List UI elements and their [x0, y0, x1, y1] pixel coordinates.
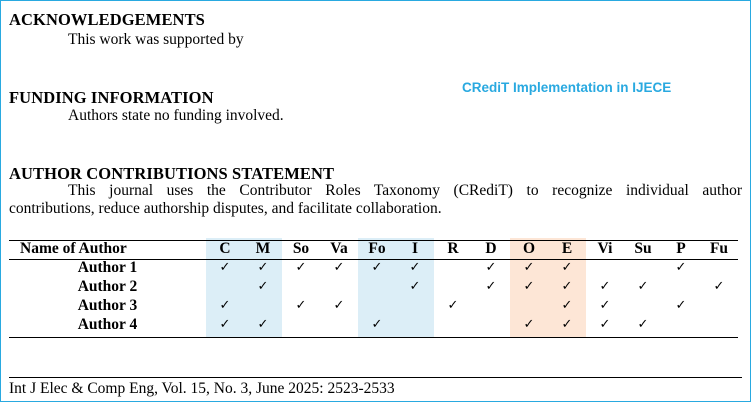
checkmark-icon: ✓	[561, 279, 573, 294]
footer-citation: Int J Elec & Comp Eng, Vol. 15, No. 3, June 2025: 2523-2533	[9, 380, 395, 397]
table-row	[9, 296, 738, 315]
checkmark-icon: ✓	[713, 279, 725, 294]
contribution-cell-fu	[700, 277, 738, 296]
contribution-cell-va	[320, 258, 358, 277]
acknowledgements-text: This work was supported by	[68, 31, 244, 48]
contribution-cell-m	[244, 277, 282, 296]
acknowledgements-heading: ACKNOWLEDGEMENTS	[9, 10, 205, 29]
contributions-line-1: This journal uses the Contributor Roles Taxonomy (CRediT) to recognize individual author	[68, 182, 742, 199]
funding-heading: FUNDING INFORMATION	[9, 88, 214, 107]
contribution-cell-so	[282, 315, 320, 334]
contributions-paragraph	[9, 182, 742, 218]
role-header-so: So	[292, 240, 310, 257]
contribution-cell-so	[282, 258, 320, 277]
contribution-cell-i	[396, 315, 434, 334]
checkmark-icon: ✓	[257, 260, 269, 275]
contribution-cell-vi	[586, 315, 624, 334]
checkmark-icon: ✓	[523, 317, 535, 332]
checkmark-icon: ✓	[371, 317, 383, 332]
checkmark-icon: ✓	[371, 260, 383, 275]
contribution-cell-vi	[586, 277, 624, 296]
role-header-o: O	[522, 240, 536, 257]
checkmark-icon: ✓	[257, 317, 269, 332]
table-header-row	[9, 240, 738, 258]
contribution-cell-o	[510, 277, 548, 296]
checkmark-icon: ✓	[219, 298, 231, 313]
checkmark-icon: ✓	[561, 260, 573, 275]
contribution-cell-p	[662, 296, 700, 315]
contribution-cell-vi	[586, 258, 624, 277]
footer-rule	[9, 377, 742, 378]
contribution-cell-m	[244, 315, 282, 334]
author-name: Author 1	[77, 258, 138, 276]
table-bottom-rule	[9, 337, 738, 338]
checkmark-icon: ✓	[561, 298, 573, 313]
role-header-fo: Fo	[368, 240, 386, 257]
author-name: Author 4	[77, 315, 138, 333]
contribution-cell-o	[510, 258, 548, 277]
checkmark-icon: ✓	[447, 298, 459, 313]
contribution-cell-r	[434, 258, 472, 277]
contribution-cell-o	[510, 315, 548, 334]
role-header-su: Su	[634, 240, 652, 257]
checkmark-icon: ✓	[485, 279, 497, 294]
contribution-cell-fu	[700, 258, 738, 277]
table-row	[9, 258, 738, 277]
author-name: Author 3	[77, 296, 138, 314]
contribution-cell-fu	[700, 296, 738, 315]
contribution-cell-p	[662, 315, 700, 334]
table-row	[9, 315, 738, 334]
table-row	[9, 277, 738, 296]
checkmark-icon: ✓	[219, 317, 231, 332]
checkmark-icon: ✓	[409, 279, 421, 294]
role-header-m: M	[255, 240, 271, 257]
checkmark-icon: ✓	[333, 260, 345, 275]
contribution-cell-fo	[358, 315, 396, 334]
checkmark-icon: ✓	[599, 298, 611, 313]
author-contributions-table	[9, 240, 738, 334]
credit-implementation-label: CRediT Implementation in IJECE	[462, 80, 672, 95]
contribution-cell-fu	[700, 315, 738, 334]
checkmark-icon: ✓	[675, 260, 687, 275]
contribution-cell-c	[206, 296, 244, 315]
contribution-cell-d	[472, 296, 510, 315]
contribution-cell-su	[624, 296, 662, 315]
contribution-cell-c	[206, 277, 244, 296]
checkmark-icon: ✓	[523, 260, 535, 275]
role-header-vi: Vi	[597, 240, 613, 257]
contribution-cell-so	[282, 296, 320, 315]
contribution-cell-d	[472, 315, 510, 334]
contribution-cell-c	[206, 315, 244, 334]
contribution-cell-e	[548, 296, 586, 315]
contribution-cell-fo	[358, 296, 396, 315]
checkmark-icon: ✓	[333, 298, 345, 313]
contribution-cell-e	[548, 277, 586, 296]
contribution-cell-i	[396, 277, 434, 296]
checkmark-icon: ✓	[599, 317, 611, 332]
role-header-r: R	[447, 240, 459, 257]
role-header-va: Va	[330, 240, 348, 257]
role-header-e: E	[561, 240, 573, 257]
contribution-cell-fo	[358, 277, 396, 296]
contribution-cell-fo	[358, 258, 396, 277]
role-header-c: C	[219, 240, 231, 257]
checkmark-icon: ✓	[257, 279, 269, 294]
checkmark-icon: ✓	[637, 317, 649, 332]
author-name: Author 2	[77, 277, 138, 295]
checkmark-icon: ✓	[485, 260, 497, 275]
checkmark-icon: ✓	[637, 279, 649, 294]
contribution-cell-r	[434, 296, 472, 315]
contribution-cell-i	[396, 258, 434, 277]
contribution-cell-i	[396, 296, 434, 315]
contribution-cell-su	[624, 277, 662, 296]
contribution-cell-e	[548, 315, 586, 334]
contribution-cell-va	[320, 277, 358, 296]
funding-text: Authors state no funding involved.	[68, 107, 284, 124]
checkmark-icon: ✓	[675, 298, 687, 313]
contribution-cell-e	[548, 258, 586, 277]
role-header-d: D	[485, 240, 497, 257]
contribution-cell-o	[510, 296, 548, 315]
contributions-heading: AUTHOR CONTRIBUTIONS STATEMENT	[9, 164, 335, 183]
contributions-line-2: contributions, reduce authorship disputes, and facilitate collaboration.	[9, 200, 442, 217]
checkmark-icon: ✓	[295, 298, 307, 313]
contribution-cell-c	[206, 258, 244, 277]
contribution-cell-su	[624, 258, 662, 277]
contribution-cell-so	[282, 277, 320, 296]
role-header-i: I	[411, 240, 419, 257]
contribution-cell-p	[662, 258, 700, 277]
contribution-cell-va	[320, 315, 358, 334]
role-header-p: P	[676, 240, 686, 257]
contribution-cell-vi	[586, 296, 624, 315]
checkmark-icon: ✓	[219, 260, 231, 275]
contribution-cell-r	[434, 277, 472, 296]
contribution-cell-r	[434, 315, 472, 334]
checkmark-icon: ✓	[523, 279, 535, 294]
contribution-cell-su	[624, 315, 662, 334]
contribution-cell-m	[244, 296, 282, 315]
contribution-cell-m	[244, 258, 282, 277]
contribution-cell-d	[472, 277, 510, 296]
checkmark-icon: ✓	[409, 260, 421, 275]
checkmark-icon: ✓	[561, 317, 573, 332]
contribution-cell-p	[662, 277, 700, 296]
checkmark-icon: ✓	[599, 279, 611, 294]
table-body	[9, 258, 738, 334]
name-of-author-header: Name of Author	[20, 240, 127, 257]
checkmark-icon: ✓	[295, 260, 307, 275]
contribution-cell-va	[320, 296, 358, 315]
contribution-cell-d	[472, 258, 510, 277]
role-header-fu: Fu	[709, 240, 729, 257]
